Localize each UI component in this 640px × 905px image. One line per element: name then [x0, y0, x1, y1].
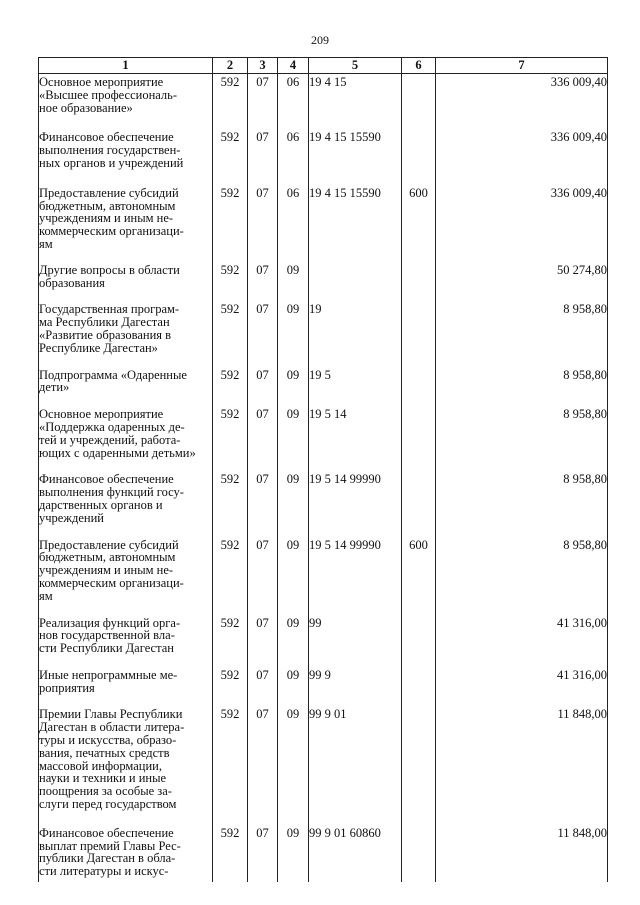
target-article-cell: 19 — [309, 293, 402, 358]
section-code-cell: 07 — [248, 607, 278, 659]
admin-code-cell: 592 — [213, 659, 248, 699]
admin-code-cell: 592 — [213, 698, 248, 814]
row-name-line: Подпрограмма «Одаренные — [39, 367, 187, 382]
section-code-cell: 07 — [248, 815, 278, 882]
row-name-line: «Развитие образования в — [39, 327, 172, 342]
row-name-line: Основное мероприятие — [39, 407, 164, 422]
target-article-cell: 99 — [309, 607, 402, 659]
expense-type-cell — [402, 293, 436, 358]
row-name-line: бюджетным, автономным — [39, 198, 176, 213]
expense-type-cell — [402, 607, 436, 659]
row-name-line: Предоставление субсидий — [39, 537, 179, 552]
expense-type-cell: 600 — [402, 529, 436, 607]
header-col-5: 5 — [309, 58, 402, 74]
expense-type-cell — [402, 359, 436, 399]
row-name-line: ям — [39, 236, 53, 251]
row-name-line: ных органов и учреждений — [39, 155, 184, 170]
row-name-cell — [39, 529, 213, 607]
row-name-line: выполнения государствен- — [39, 143, 181, 158]
amount-cell: 336 009,40 — [436, 174, 608, 255]
subsection-code-cell: 09 — [278, 529, 309, 607]
row-name-cell — [39, 659, 213, 699]
header-row — [39, 58, 608, 74]
amount-cell: 336 009,40 — [436, 118, 608, 173]
target-article-cell: 19 5 14 — [309, 398, 402, 463]
section-code-cell: 07 — [248, 359, 278, 399]
header-col-6: 6 — [402, 58, 436, 74]
target-article-cell: 19 5 14 99990 — [309, 529, 402, 607]
header-col-7: 7 — [436, 58, 608, 74]
row-name-line: сти Республики Дагестан — [39, 641, 174, 656]
row-name-line: образования — [39, 275, 105, 290]
row-name-line: ное образование» — [39, 100, 133, 115]
row-name-line: Премии Главы Республики — [39, 707, 183, 722]
row-name-line: Финансовое обеспечение — [39, 825, 174, 840]
subsection-code-cell: 09 — [278, 607, 309, 659]
admin-code-cell: 592 — [213, 118, 248, 173]
section-code-cell: 07 — [248, 398, 278, 463]
row-name-line: ма Республики Дагестан — [39, 315, 170, 330]
table-row — [39, 815, 608, 882]
target-article-cell: 99 9 — [309, 659, 402, 699]
expense-type-cell — [402, 118, 436, 173]
row-name-line: коммерческим организаци- — [39, 575, 184, 590]
subsection-code-cell: 09 — [278, 815, 309, 882]
section-code-cell: 07 — [248, 174, 278, 255]
subsection-code-cell: 09 — [278, 398, 309, 463]
row-name-cell — [39, 118, 213, 173]
row-name-line: нов государственной вла- — [39, 628, 175, 643]
row-name-line: ющих с одаренными детьми» — [39, 445, 196, 460]
target-article-cell — [309, 255, 402, 294]
expense-type-cell: 600 — [402, 174, 436, 255]
row-name-cell — [39, 293, 213, 358]
admin-code-cell: 592 — [213, 398, 248, 463]
header-col-3: 3 — [248, 58, 278, 74]
admin-code-cell: 592 — [213, 529, 248, 607]
amount-cell: 8 958,80 — [436, 359, 608, 399]
target-article-cell: 19 5 — [309, 359, 402, 399]
row-name-cell — [39, 698, 213, 814]
amount-cell: 41 316,00 — [436, 659, 608, 699]
table-row — [39, 398, 608, 463]
admin-code-cell: 592 — [213, 815, 248, 882]
section-code-cell: 07 — [248, 698, 278, 814]
row-name-line: Предоставление субсидий — [39, 185, 179, 200]
section-code-cell: 07 — [248, 74, 278, 119]
row-name-line: выполнения функций госу- — [39, 485, 184, 500]
table-row — [39, 607, 608, 659]
header-col-1: 1 — [39, 58, 213, 74]
row-name-cell — [39, 607, 213, 659]
table-row — [39, 174, 608, 255]
amount-cell: 8 958,80 — [436, 293, 608, 358]
amount-cell: 8 958,80 — [436, 463, 608, 528]
target-article-cell: 19 4 15 15590 — [309, 174, 402, 255]
amount-cell: 336 009,40 — [436, 74, 608, 119]
row-name-line: учреждениям и иным не- — [39, 563, 174, 578]
section-code-cell: 07 — [248, 463, 278, 528]
admin-code-cell: 592 — [213, 607, 248, 659]
table-row — [39, 118, 608, 173]
amount-cell: 41 316,00 — [436, 607, 608, 659]
expense-type-cell — [402, 815, 436, 882]
admin-code-cell: 592 — [213, 74, 248, 119]
row-name-cell — [39, 255, 213, 294]
target-article-cell: 19 4 15 15590 — [309, 118, 402, 173]
expense-type-cell — [402, 255, 436, 294]
row-name-cell — [39, 74, 213, 119]
target-article-cell: 99 9 01 60860 — [309, 815, 402, 882]
budget-table — [38, 57, 608, 882]
row-name-line: вания, печатных средств — [39, 745, 170, 760]
row-name-line: тей и учреждений, работа- — [39, 432, 181, 447]
row-name-line: поощрения за особые за- — [39, 784, 172, 799]
table-row — [39, 659, 608, 699]
amount-cell: 11 848,00 — [436, 815, 608, 882]
row-name-line: слуги перед государством — [39, 797, 177, 812]
table-row — [39, 255, 608, 294]
subsection-code-cell: 09 — [278, 698, 309, 814]
subsection-code-cell: 09 — [278, 359, 309, 399]
target-article-cell: 99 9 01 — [309, 698, 402, 814]
amount-cell: 11 848,00 — [436, 698, 608, 814]
subsection-code-cell: 06 — [278, 118, 309, 173]
amount-cell: 8 958,80 — [436, 398, 608, 463]
table-row — [39, 698, 608, 814]
admin-code-cell: 592 — [213, 174, 248, 255]
subsection-code-cell: 06 — [278, 174, 309, 255]
admin-code-cell: 592 — [213, 359, 248, 399]
table-header — [39, 58, 608, 74]
expense-type-cell — [402, 659, 436, 699]
admin-code-cell: 592 — [213, 255, 248, 294]
section-code-cell: 07 — [248, 255, 278, 294]
row-name-cell — [39, 815, 213, 882]
row-name-line: «Высшее профессиональ- — [39, 87, 178, 102]
expense-type-cell — [402, 74, 436, 119]
subsection-code-cell: 09 — [278, 255, 309, 294]
expense-type-cell — [402, 698, 436, 814]
page-number: 209 — [311, 33, 329, 47]
target-article-cell: 19 5 14 99990 — [309, 463, 402, 528]
amount-cell: 8 958,80 — [436, 529, 608, 607]
row-name-line: учреждениям и иным не- — [39, 211, 174, 226]
row-name-line: бюджетным, автономным — [39, 550, 176, 565]
row-name-line: Финансовое обеспечение — [39, 472, 174, 487]
row-name-line: Государственная програм- — [39, 302, 180, 317]
row-name-line: коммерческим организаци- — [39, 224, 184, 239]
subsection-code-cell: 09 — [278, 293, 309, 358]
row-name-line: учреждений — [39, 510, 104, 525]
table-body — [39, 74, 608, 883]
row-name-line: дарственных органов и — [39, 497, 163, 512]
row-name-line: Иные непрограммные ме- — [39, 667, 178, 682]
row-name-line: Другие вопросы в области — [39, 262, 180, 277]
admin-code-cell: 592 — [213, 463, 248, 528]
header-col-2: 2 — [213, 58, 248, 74]
row-name-cell — [39, 359, 213, 399]
row-name-line: публики Дагестан в обла- — [39, 851, 176, 866]
subsection-code-cell: 09 — [278, 463, 309, 528]
subsection-code-cell: 06 — [278, 74, 309, 119]
row-name-line: ям — [39, 588, 53, 603]
row-name-line: дети» — [39, 380, 70, 395]
section-code-cell: 07 — [248, 118, 278, 173]
section-code-cell: 07 — [248, 293, 278, 358]
row-name-line: выплат премий Главы Рес- — [39, 838, 181, 853]
table-row — [39, 293, 608, 358]
row-name-cell — [39, 174, 213, 255]
row-name-line: Республике Дагестан» — [39, 340, 158, 355]
amount-cell: 50 274,80 — [436, 255, 608, 294]
row-name-line: «Поддержка одаренных де- — [39, 419, 185, 434]
row-name-cell — [39, 398, 213, 463]
subsection-code-cell: 09 — [278, 659, 309, 699]
expense-type-cell — [402, 463, 436, 528]
target-article-cell: 19 4 15 — [309, 74, 402, 119]
row-name-line: массовой информации, — [39, 758, 162, 773]
row-name-line: науки и техники и иные — [39, 771, 167, 786]
table-row — [39, 359, 608, 399]
row-name-line: туры и искусства, образо- — [39, 733, 177, 748]
admin-code-cell: 592 — [213, 293, 248, 358]
table-row — [39, 529, 608, 607]
section-code-cell: 07 — [248, 659, 278, 699]
expense-type-cell — [402, 398, 436, 463]
row-name-cell — [39, 463, 213, 528]
row-name-line: роприятия — [39, 680, 95, 695]
row-name-line: Финансовое обеспечение — [39, 130, 174, 145]
table-row — [39, 463, 608, 528]
row-name-line: Реализация функций орга- — [39, 615, 181, 630]
row-name-line: Основное мероприятие — [39, 75, 164, 89]
table-row — [39, 74, 608, 119]
section-code-cell: 07 — [248, 529, 278, 607]
header-col-4: 4 — [278, 58, 309, 74]
row-name-line: сти литературы и искус- — [39, 864, 169, 879]
row-name-line: Дагестан в области литера- — [39, 720, 185, 735]
